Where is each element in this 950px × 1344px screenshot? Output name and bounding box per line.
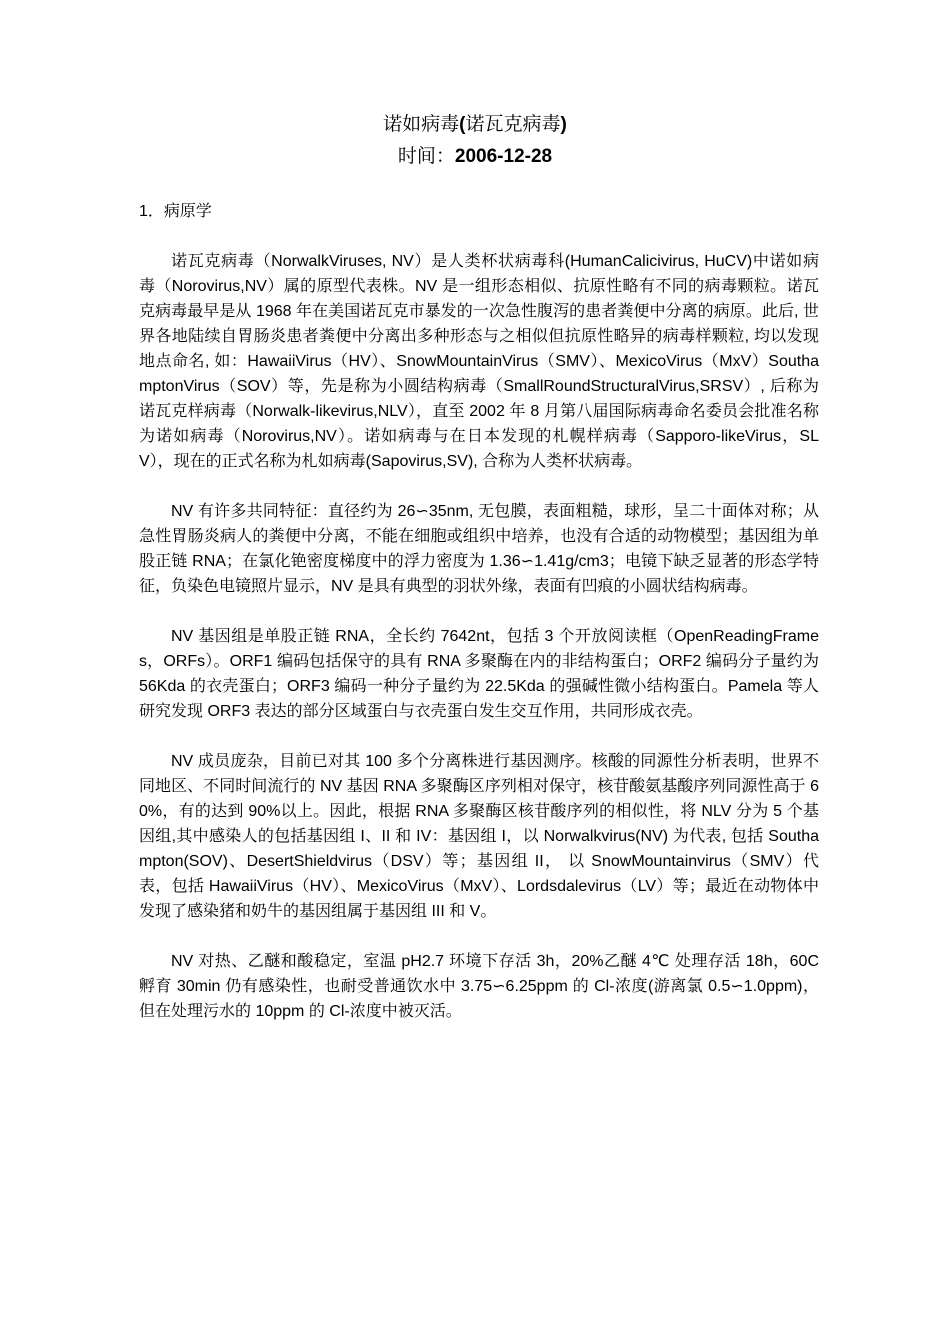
- title-main: 诺如病毒: [383, 114, 460, 135]
- document-date-line: [0, 144, 950, 170]
- paragraph-4: NV 成员庞杂，目前已对其 100 多个分离株进行基因测序。核酸的同源性分析表明，世界不同地区、不同时间流行的 NV 基因 RNA 多聚酶区序列相对保守，核苷酸氨基酸序列同源性高于 60%，有的达到 90%以上。因此，根据 RNA 多聚酶区核苷酸序列的相似性，将 NLV 分为 5 个基因组,其中感染人的包括基因组 I、II 和 IV：基因组 I，以 Norwalkvirus(NV) 为代表, 包括 Southampton(SOV)、DesertShieldvirus（DSV）等；基因组 II， 以 SnowMountainvirus（SMV）代表，包括 HawaiiVirus（HV）、MexicoVirus（MxV）、Lordsdalevirus（LV）等；最近在动物体中发现了感染猪和奶牛的基因组属于基因组 III 和 V。: [139, 753, 819, 920]
- paragraph-5: NV 对热、乙醚和酸稳定，室温 pH2.7 环境下存活 3h，20%乙醚 4℃ 处理存活 18h，60C 孵育 30min 仍有感染性，也耐受普通饮水中 3.75∽6.25ppm 的 Cl-浓度(游离氯 0.5∽1.0ppm)，但在处理污水的 10ppm 的 Cl-浓度中被灭活。: [139, 953, 819, 1020]
- paragraph-3: NV 基因组是单股正链 RNA，全长约 7642nt，包括 3 个开放阅读框（OpenReadingFrames，ORFs）。ORF1 编码包括保守的具有 RNA 多聚酶在内的非结构蛋白；ORF2 编码分子量约为 56Kda 的衣壳蛋白；ORF3 编码一种分子量约为 22.5Kda 的强碱性微小结构蛋白。Pamela 等人研究发现 ORF3 表达的部分区域蛋白与衣壳蛋白发生交互作用，共同形成衣壳。: [139, 628, 819, 720]
- title-alt-name: 诺瓦克病毒: [465, 114, 561, 135]
- paragraph-1: 诺瓦克病毒（NorwalkViruses, NV）是人类杯状病毒科(HumanCalicivirus, HuCV)中诺如病毒（Norovirus,NV）属的原型代表株。NV 是一组形态相似、抗原性略有不同的病毒颗粒。诺瓦克病毒最早是从 1968 年在美国诺瓦克市暴发的一次急性腹泻的患者粪便中分离的病原。此后, 世界各地陆续自胃肠炎患者粪便中分离出多种形态与之相似但抗原性略异的病毒样颗粒, 均以发现地点命名, 如：HawaiiVirus（HV）、SnowMountainVirus（SMV）、MexicoVirus（MxV）SouthamptonVirus（SOV）等，先是称为小圆结构病毒（SmallRoundStructuralVirus,SRSV）, 后称为诺瓦克样病毒（Norwalk-likevirus,NLV），直至 2002 年 8 月第八届国际病毒命名委员会批准名称为诺如病毒（Norovirus,NV）。诺如病毒与在日本发现的札幌样病毒（Sapporo-likeVirus，SLV），现在的正式名称为札如病毒(Sapovirus,SV), 合称为人类杯状病毒。: [139, 253, 819, 470]
- paragraph-2: NV 有许多共同特征：直径约为 26∽35nm, 无包膜，表面粗糙，球形，呈二十面体对称；从急性胃肠炎病人的粪便中分离，不能在细胞或组织中培养，也没有合适的动物模型；基因组为单股正链 RNA；在氯化铯密度梯度中的浮力密度为 1.36∽1.41g/cm3；电镜下缺乏显著的形态学特征，负染色电镜照片显示，NV 是具有典型的羽状外缘，表面有凹痕的小圆状结构病毒。: [139, 503, 819, 595]
- section-heading: 1．病原学: [139, 203, 212, 220]
- document-body: [139, 199, 819, 1049]
- date-label: 时间：: [397, 146, 455, 167]
- date-value: 2006-12-28: [454, 146, 553, 167]
- document-title: [0, 112, 950, 138]
- title-paren-open: (: [459, 114, 466, 135]
- title-paren-close: ): [560, 114, 567, 135]
